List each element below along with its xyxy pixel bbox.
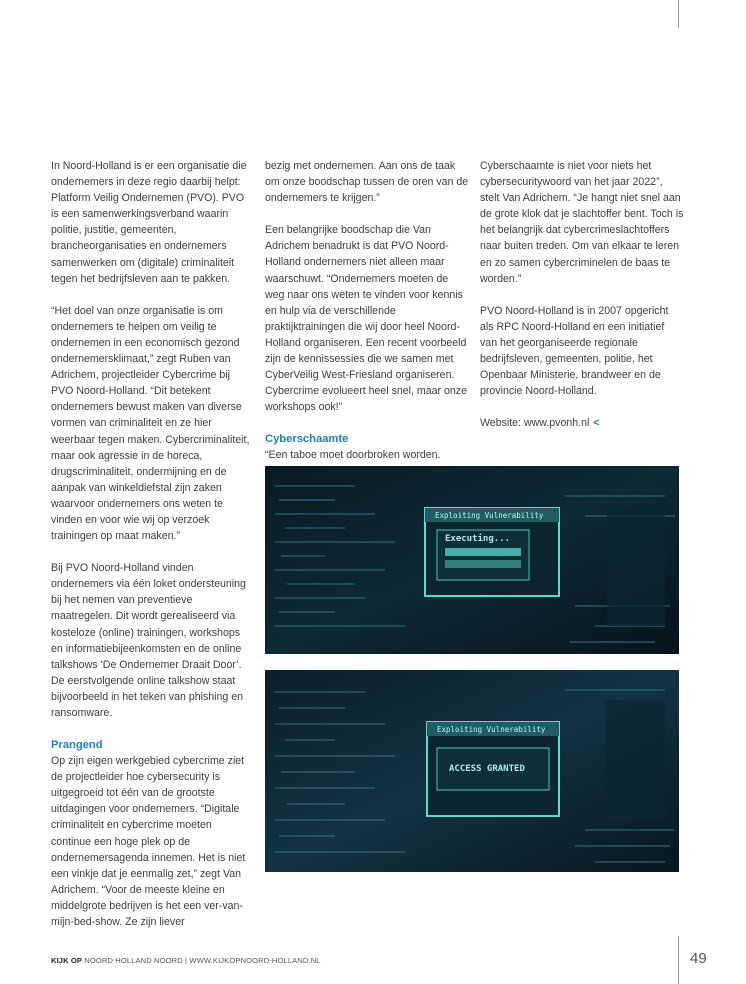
paragraph: Cyberschaamte is niet voor niets het cybersecuritywoord van het jaar 2022”, stelt Van Adrichem. “Je hangt niet snel aan de grote klok dat je slachtoffer bent. Toch is het belangrijk dat cybercrimeslachtoffers naar buiten treden. Om van elkaar te leren en zo samen cybercriminelen de baas te worden.” bbox=[480, 160, 684, 285]
window-title-text: Exploiting Vulnerability bbox=[435, 511, 544, 520]
paragraph: Op zijn eigen werkgebied cybercrime ziet de projectleider hoe cybersecurity is uitgegroeid tot één van de grootste uitdagingen voor ondernemers. “Digitale criminaliteit en cybercrime moeten continue een hoge plek op de ondernemersagenda innemen. Het is niet een vinkje dat je eenmalig zet,” zegt Van Adrichem. “Voor de meeste kleine en middelgrote bedrijven is het een ver-van-mijn-bed-show. Ze zijn liever bbox=[51, 755, 246, 929]
top-divider bbox=[678, 0, 679, 28]
website-link[interactable]: Website: www.pvonh.nl bbox=[480, 417, 590, 430]
section-heading-prangend: Prangend bbox=[51, 739, 103, 752]
cyber-photo-access-granted bbox=[265, 670, 679, 872]
hacker-screen-illustration bbox=[265, 466, 679, 654]
status-text: ACCESS GRANTED bbox=[449, 764, 525, 774]
article-column-2 bbox=[265, 158, 469, 480]
hacker-screen-illustration bbox=[265, 670, 679, 872]
window-title-text: Exploiting Vulnerability bbox=[437, 725, 546, 734]
page-number: 49 bbox=[690, 950, 707, 967]
paragraph: bezig met ondernemen. Aan ons de taak om onze boodschap tussen de oren van de ondernemers te krijgen.” bbox=[265, 160, 469, 205]
website-line bbox=[480, 415, 684, 431]
paragraph: “Het doel van onze organisatie is om ondernemers te helpen om veilig te ondernemen in een economisch gezond ondernemersklimaat,” zegt Ruben van Adrichem, projectleider Cybercrime bij PVO Noord-Holland. “Dit betekent ondernemers bewust maken van diverse vormen van criminaliteit en ze hier weerbaar tegen maken. Cybercriminaliteit, maar ook agressie in de horeca, drugscriminaliteit, ondermijning en de aanpak van winkeldiefstal zijn zaken waarvoor ondernemers ons weten te vinden en voor wie wij op verzoek trainingen op maat maken.” bbox=[51, 304, 250, 543]
paragraph: PVO Noord-Holland is in 2007 opgericht als RPC Noord-Holland en een initiatief van het georganiseerde regionale bedrijfsleven, gemeenten, politie, het Openbaar Ministerie, brandweer en de provincie Noord-Holland. bbox=[480, 304, 669, 398]
section-heading-cyberschaamte: Cyberschaamte bbox=[265, 433, 349, 446]
page-footer bbox=[51, 956, 321, 965]
status-text: Executing... bbox=[445, 534, 511, 544]
paragraph: “Een taboe moet doorbroken worden. bbox=[265, 449, 441, 462]
footer-divider bbox=[678, 936, 679, 984]
paragraph: Bij PVO Noord-Holland vinden ondernemers via één loket ondersteuning bij het nemen van preventieve maatregelen. Dit wordt gerealiseerd via kosteloze (online) trainingen, workshops en informatiebijeenkomsten en de online talkshows ‘De Ondernemer Draait Door’. De eerstvolgende online talkshow staat bijvoorbeeld in het teken van phishing en ransomware. bbox=[51, 562, 246, 719]
cyber-photo-executing bbox=[265, 466, 679, 654]
article-column-1 bbox=[51, 158, 254, 946]
paragraph: Een belangrijke boodschap die Van Adrichem benadrukt is dat PVO Noord-Holland ondernemers niet alleen maar waarschuwt. “Ondernemers moeten de weg naar ons weten te vinden voor kennis en hulp via de verschillende praktijktrainingen die wij door heel Noord-Holland organiseren. Een recent voorbeeld zijn de kennissessies die we samen met CyberVeilig West-Friesland organiseren. Cybercrime evolueert heel snel, maar onze workshops ook!” bbox=[265, 224, 467, 414]
arrow-icon: < bbox=[593, 417, 600, 430]
paragraph: In Noord-Holland is er een organisatie die ondernemers in deze regio daarbij helpt: Platform Veilig Ondernemen (PVO). PVO is een samenwerkingsverband waarin politie, justitie, gemeenten, brancheorganisaties en ondernemers samenwerken om (digitale) criminaliteit tegen het bedrijfsleven aan te pakken. bbox=[51, 160, 247, 285]
article-column-3 bbox=[480, 158, 684, 447]
footer-text: NOORD HOLLAND NOORD | WWW.KIJKOPNOORD-HOLLAND.NL bbox=[82, 956, 321, 965]
footer-brand: KIJK OP bbox=[51, 956, 83, 965]
